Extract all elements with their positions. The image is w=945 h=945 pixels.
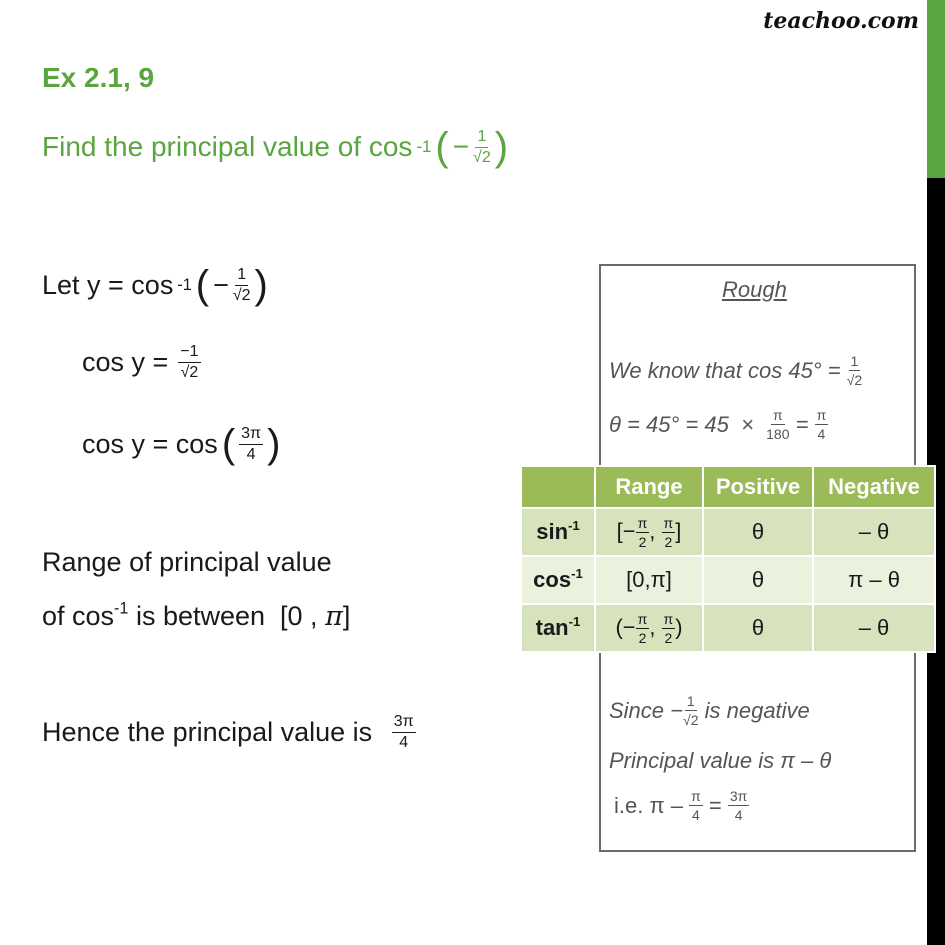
theta-num-1: π	[772, 407, 783, 423]
range-pi: π	[325, 601, 343, 632]
ie-num-1: π	[691, 788, 701, 804]
theta-den-2: 4	[817, 426, 826, 442]
table-row	[521, 604, 935, 652]
table-header-row	[521, 466, 935, 508]
question-fraction	[473, 129, 491, 166]
know-den: √2	[846, 372, 863, 388]
theta-fraction-4	[815, 408, 829, 441]
range-superscript: -1	[114, 599, 129, 618]
ie-prefix: i.e. π –	[614, 792, 690, 818]
scrollbar-thumb[interactable]	[927, 0, 945, 178]
cos-3pi4-num: 3π	[239, 426, 263, 445]
cos-y-num: −1	[178, 344, 200, 363]
cos-y-prefix: cos y =	[82, 347, 169, 377]
fn-cos: $\cos^{-1}$	[521, 556, 595, 604]
positive-cos: θ	[703, 556, 813, 604]
cos-3pi4-prefix: cos y = cos	[82, 428, 218, 459]
know-fraction	[847, 354, 862, 387]
fn-tan: $\tan^{-1}$	[521, 604, 595, 652]
let-den: √2	[232, 286, 251, 304]
theta-eq: =	[789, 411, 815, 437]
let-fraction	[233, 267, 251, 304]
ie-fraction-1	[689, 789, 703, 822]
range-tan: (− $\frac{\pi}{2}$ , $\frac{\pi}{2}$ )	[595, 604, 703, 652]
solution-line-cos-3pi4	[82, 424, 280, 464]
left-paren: (	[195, 263, 210, 307]
question-num: 1	[475, 129, 488, 148]
range-prefix: of cos	[42, 601, 115, 631]
negative-cos: π – θ	[813, 556, 935, 604]
rough-theta-line	[609, 408, 828, 441]
right-paren: )	[494, 125, 509, 169]
solution-line-let: Let y = cos -1 ( − $\frac{1}{√2}$ )	[42, 263, 268, 307]
question-prefix: Find the principal value of cos	[42, 131, 413, 162]
cos-3pi4-fraction	[239, 426, 263, 463]
conclusion-den: 4	[399, 734, 409, 751]
let-prefix: Let y = cos	[42, 269, 174, 300]
theta-prefix: θ = 45° = 45 ×	[609, 411, 767, 437]
cos-3pi4-den: 4	[246, 445, 256, 463]
rough-title: Rough	[722, 277, 787, 302]
positive-sin: θ	[703, 508, 813, 556]
theta-fraction-180	[766, 408, 789, 441]
right-paren: )	[254, 263, 268, 307]
range-sin: [− $\frac{\pi}{2}$ , $\frac{\pi}{2}$ ]	[595, 508, 703, 556]
conclusion-fraction	[392, 714, 416, 751]
range-close: ]	[342, 601, 351, 631]
solution-line-cos-y	[82, 344, 201, 381]
let-minus: −	[213, 269, 229, 300]
since-num: 1	[686, 693, 695, 709]
conclusion-num: 3π	[392, 714, 416, 733]
table-row	[521, 556, 935, 604]
know-prefix: We know that cos 45° =	[609, 357, 847, 383]
exercise-title: Ex 2.1, 9	[42, 62, 155, 93]
since-suffix: is negative	[698, 697, 810, 723]
let-num: 1	[235, 267, 248, 286]
table-header-range: Range	[595, 466, 703, 508]
theta-num-2: π	[816, 407, 827, 423]
question-minus: −	[452, 131, 470, 162]
range-cos: [0,π]	[595, 556, 703, 604]
ie-fraction-2	[728, 789, 749, 822]
question-text: Find the principal value of cos -1 ( − $\frac{1}{√2}$ )	[42, 125, 509, 169]
ie-den-1: 4	[692, 807, 700, 823]
left-paren: (	[435, 125, 449, 169]
teachoo-logo: teachoo.com	[763, 8, 919, 34]
rough-since-line	[609, 694, 810, 727]
since-prefix: Since	[609, 697, 671, 723]
ie-den-2: 4	[734, 807, 743, 823]
left-paren: (	[221, 422, 236, 466]
positive-tan: θ	[703, 604, 813, 652]
ie-num-2: 3π	[729, 788, 748, 804]
negative-sin: – θ	[813, 508, 935, 556]
rough-principal-line: Principal value is π – θ	[609, 748, 832, 773]
inverse-trig-range-table	[520, 465, 936, 653]
conclusion-prefix: Hence the principal value is	[42, 717, 380, 747]
rough-ie-line	[614, 789, 749, 822]
since-minus: −	[670, 697, 684, 723]
theta-den-1: 180	[766, 426, 790, 442]
range-line-1: Range of principal value	[42, 547, 332, 577]
conclusion-line	[42, 714, 416, 751]
cos-y-fraction	[178, 344, 200, 381]
know-num: 1	[850, 353, 859, 369]
question-den: √2	[473, 148, 491, 166]
cos-y-den: √2	[180, 364, 199, 381]
table-header-negative: Negative	[813, 466, 935, 508]
since-fraction	[683, 694, 698, 727]
table-row	[521, 508, 935, 556]
negative-tan: – θ	[813, 604, 935, 652]
table-header-positive: Positive	[703, 466, 813, 508]
rough-know-line	[609, 354, 862, 387]
fn-sin: $\sin^{-1}$	[521, 508, 595, 556]
right-paren: )	[267, 422, 281, 466]
range-suffix: is between [0 ,	[128, 601, 326, 631]
range-line-2	[42, 601, 350, 632]
table-header-blank	[521, 466, 595, 508]
ie-eq: =	[702, 792, 728, 818]
since-den: √2	[683, 712, 699, 728]
